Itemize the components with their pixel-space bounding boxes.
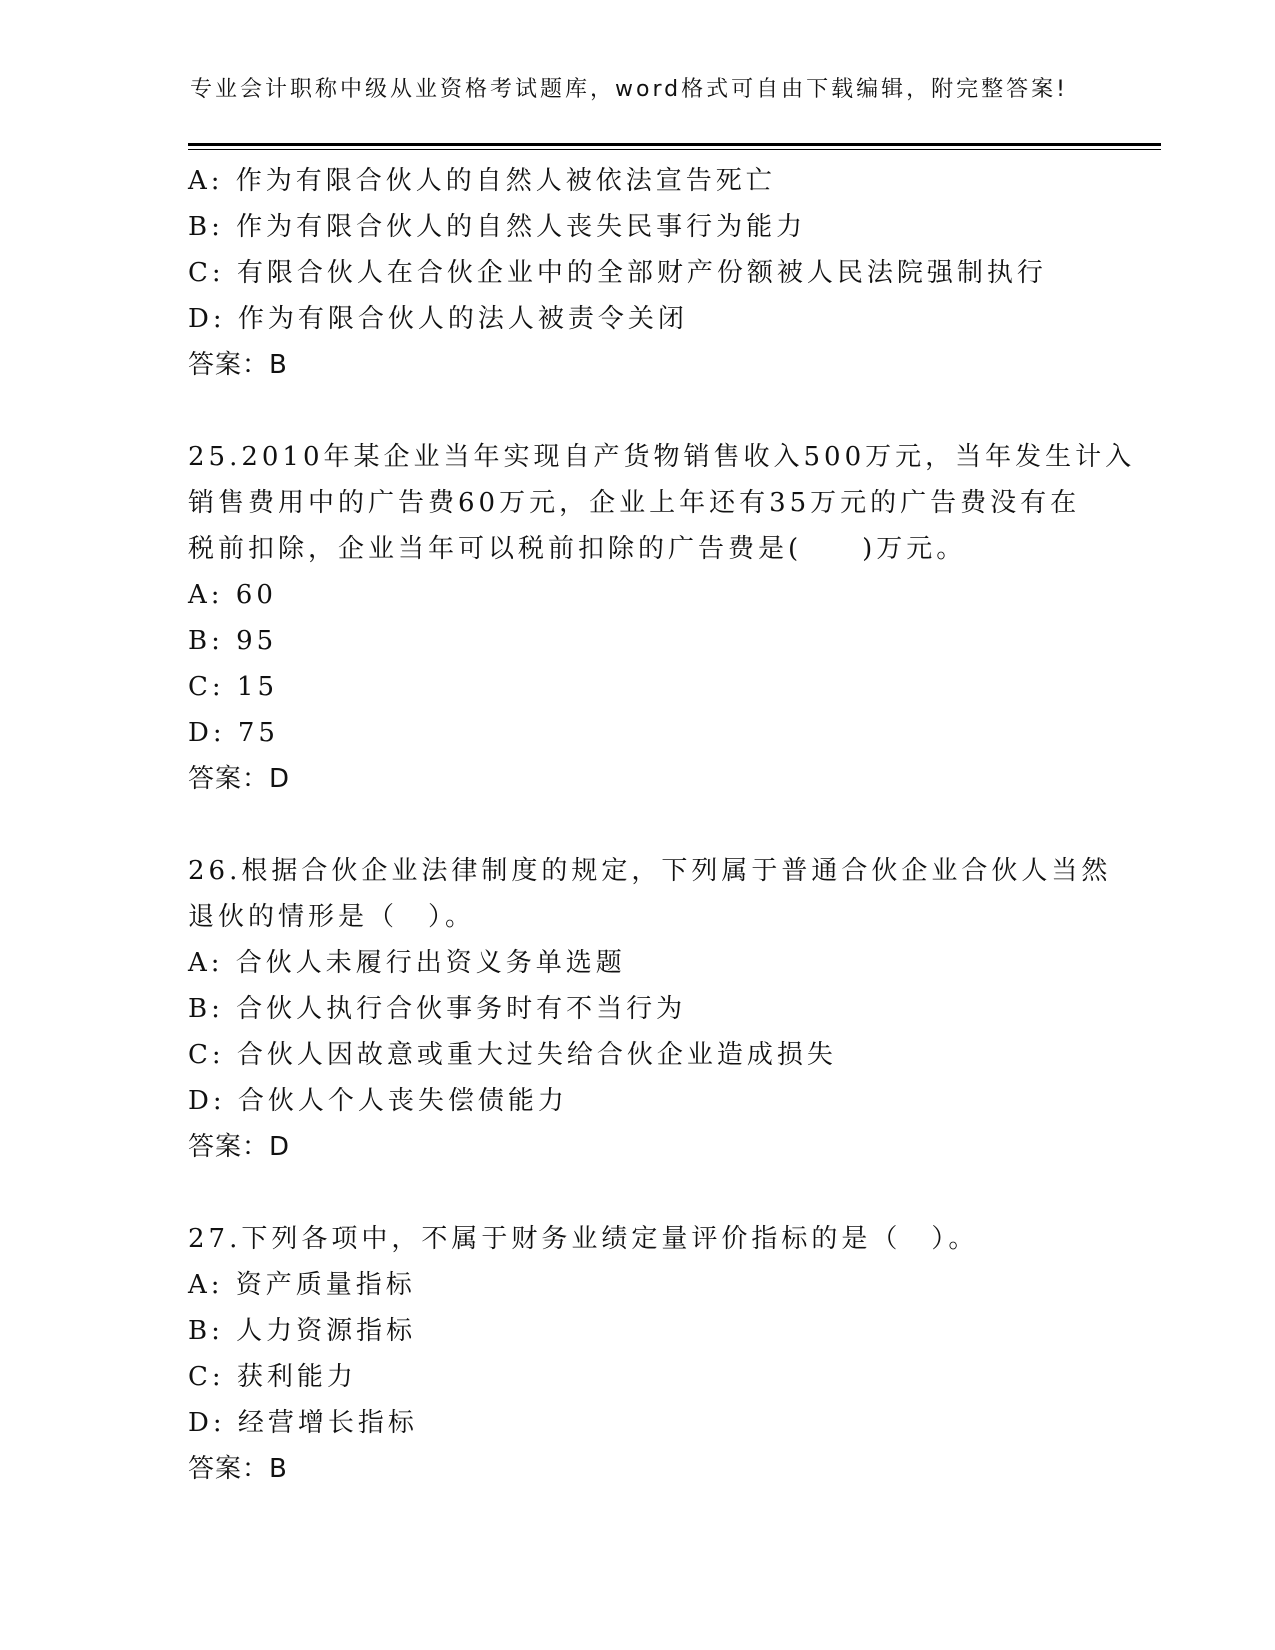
spacer bbox=[188, 388, 1088, 434]
question-list bbox=[188, 158, 1136, 1492]
option-c: C: 获利能力 bbox=[188, 1362, 357, 1392]
option-b: B: 合伙人执行合伙事务时有不当行为 bbox=[188, 994, 687, 1024]
question-stem-line: 销售费用中的广告费60万元，企业上年还有35万元的广告费没有在 bbox=[188, 488, 1081, 518]
option-a: A: 资产质量指标 bbox=[188, 1270, 416, 1300]
option-d: D: 经营增长指标 bbox=[188, 1408, 418, 1438]
answer: 答案：B bbox=[188, 350, 288, 380]
question-27 bbox=[188, 1216, 1088, 1492]
question-stem-line: 27.下列各项中，不属于财务业绩定量评价指标的是（ ）。 bbox=[188, 1224, 979, 1254]
page-header: 专业会计职称中级从业资格考试题库，word格式可自由下载编辑，附完整答案! bbox=[190, 77, 1068, 102]
option-c: C: 有限合伙人在合伙企业中的全部财产份额被人民法院强制执行 bbox=[188, 258, 1047, 288]
option-a: A: 合伙人未履行出资义务单选题 bbox=[188, 948, 626, 978]
option-b: B: 95 bbox=[188, 626, 278, 656]
answer: 答案：B bbox=[188, 1454, 288, 1484]
option-d: D: 75 bbox=[188, 718, 279, 748]
option-a: A: 作为有限合伙人的自然人被依法宣告死亡 bbox=[188, 166, 776, 196]
option-b: B: 作为有限合伙人的自然人丧失民事行为能力 bbox=[188, 212, 807, 242]
question-25 bbox=[188, 434, 1136, 802]
option-d: D: 合伙人个人丧失偿债能力 bbox=[188, 1086, 568, 1116]
header-rule-thin bbox=[188, 149, 1161, 150]
answer: 答案：D bbox=[188, 764, 291, 794]
spacer bbox=[188, 802, 1088, 848]
question-stem-line: 26.根据合伙企业法律制度的规定，下列属于普通合伙企业合伙人当然 bbox=[188, 856, 1112, 886]
option-c: C: 合伙人因故意或重大过失给合伙企业造成损失 bbox=[188, 1040, 837, 1070]
option-c: C: 15 bbox=[188, 672, 279, 702]
option-d: D: 作为有限合伙人的法人被责令关闭 bbox=[188, 304, 688, 334]
question-stem-line: 退伙的情形是（ ）。 bbox=[188, 902, 476, 932]
question-stem-line: 25.2010年某企业当年实现自产货物销售收入500万元，当年发生计入 bbox=[188, 442, 1136, 472]
header-rule-thick bbox=[188, 143, 1161, 146]
spacer bbox=[188, 1170, 1088, 1216]
answer: 答案：D bbox=[188, 1132, 291, 1162]
question-26 bbox=[188, 848, 1112, 1170]
question-stem-line: 税前扣除，企业当年可以税前扣除的广告费是( )万元。 bbox=[188, 534, 967, 564]
option-a: A: 60 bbox=[188, 580, 277, 610]
question-24 bbox=[188, 158, 1088, 388]
option-b: B: 人力资源指标 bbox=[188, 1316, 417, 1346]
